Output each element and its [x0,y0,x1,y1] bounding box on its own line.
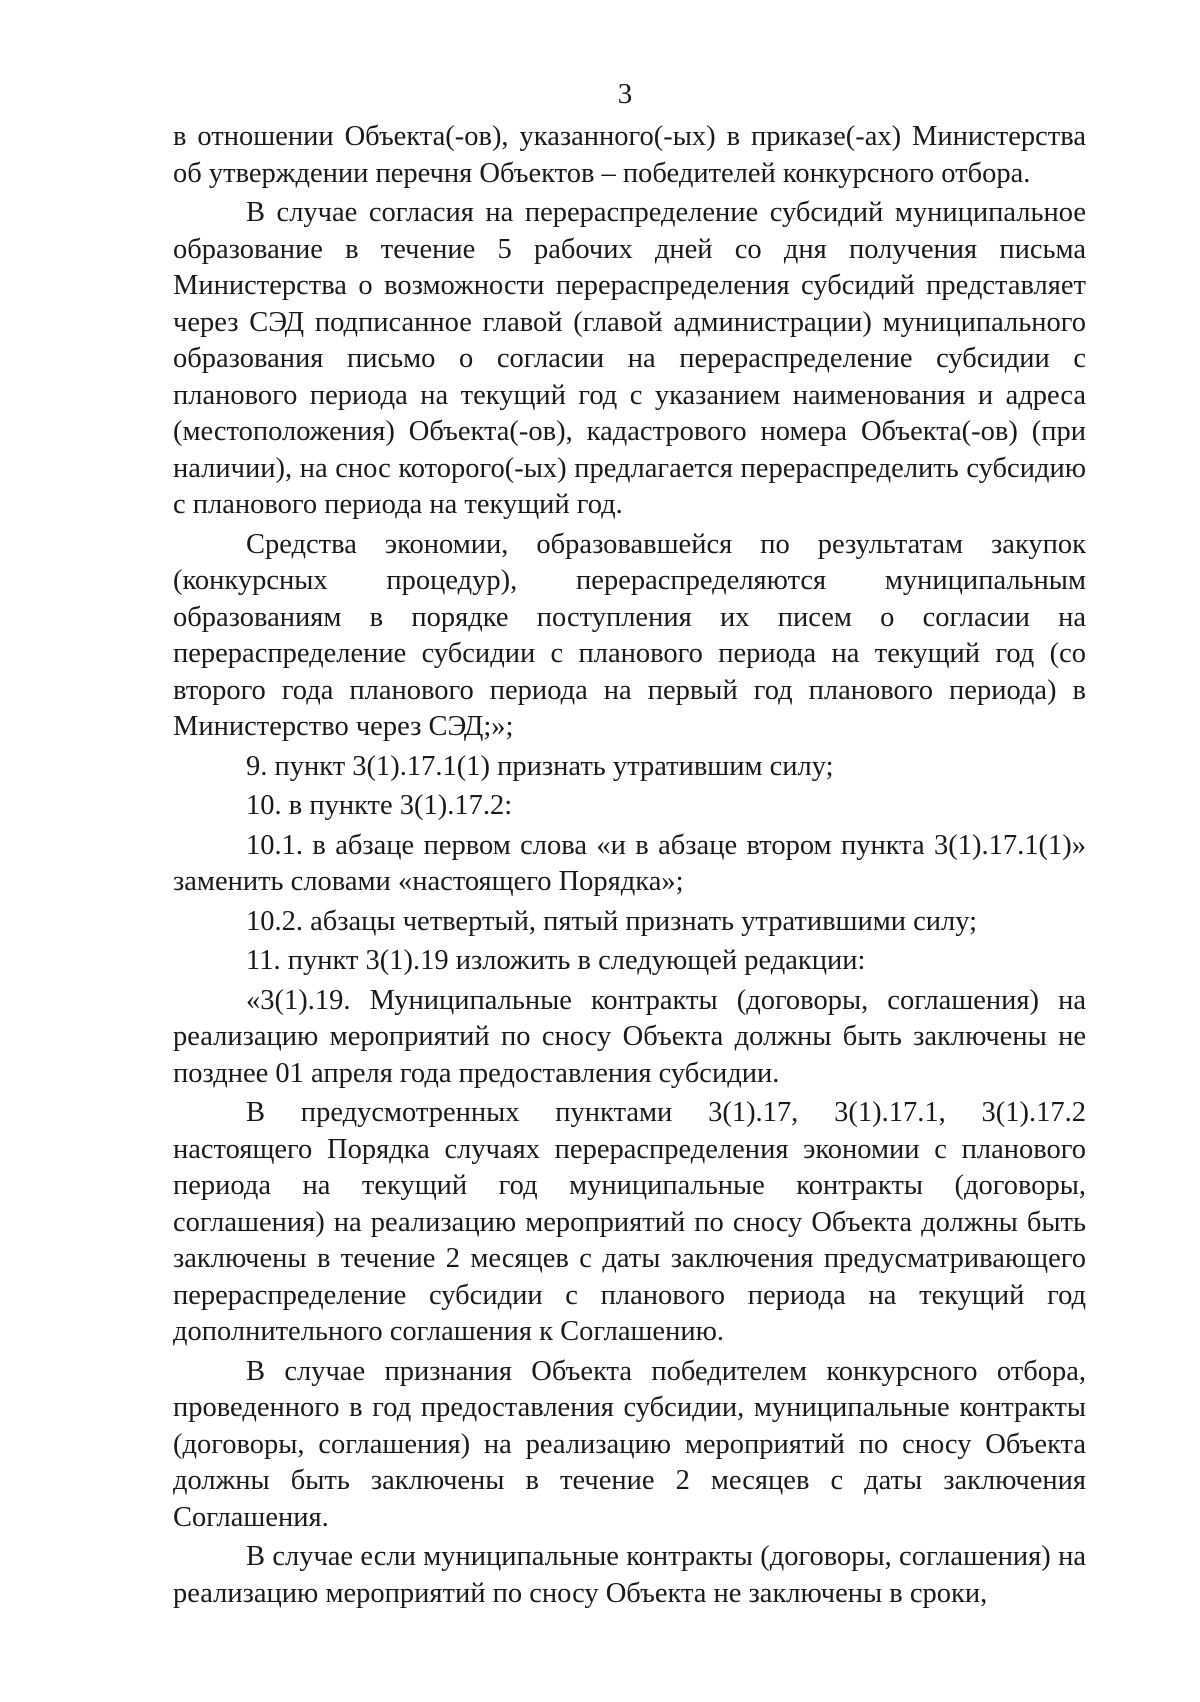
paragraph-9: «3(1).19. Муниципальные контракты (договоры, соглашения) на реализацию мероприятий по сносу Объекта должны быть заключены не позднее 01 апреля года предоставления субсидии. [173,984,1086,1089]
paragraph-2: В случае согласия на перераспределение субсидий муниципальное образование в течение 5 рабочих дней со дня получения письма Министерства о возможности перераспределения субсидий представляет через СЭД подписанное главой (главой администрации) муниципального образования письмо о согласии на перераспределение субсидии с планового периода на текущий год с указанием наименования и адреса (местоположения) Объекта(-ов), кадастрового номера Объекта(-ов) (при наличии), на снос которого(-ых) предлагается перераспределить субсидию с планового периода на текущий год. [173,197,1086,520]
paragraph-12: В случае если муниципальные контракты (договоры, соглашения) на реализацию мероприятий по сносу Объекта не заключены в сроки, [173,1541,1086,1609]
paragraph-11: В случае признания Объекта победителем конкурсного отбора, проведенного в год предоставления субсидии, муниципальные контракты (договоры, соглашения) на реализацию мероприятий по сносу Объекта должны быть заключены в течение 2 месяцев с даты заключения Соглашения. [173,1355,1086,1533]
paragraph-6: 10.1. в абзаце первом слова «и в абзаце втором пункта 3(1).17.1(1)» заменить словами «настоящего Порядка»; [173,829,1086,897]
page-number: 3 [617,78,633,110]
paragraph-1: в отношении Объекта(-ов), указанного(-ых) в приказе(-ах) Министерства об утверждении перечня Объектов – победителей конкурсного отбора. [173,121,1086,189]
paragraph-8: 11. пункт 3(1).19 изложить в следующей редакции: [246,945,866,976]
paragraph-4: 9. пункт 3(1).17.1(1) признать утратившим силу; [246,750,834,782]
document-body [173,119,1086,1612]
paragraph-7: 10.2. абзацы четвертый, пятый признать утратившими силу; [246,905,978,937]
paragraph-10: В предусмотренных пунктами 3(1).17, 3(1).17.1, 3(1).17.2 настоящего Порядка случаях перераспределения экономии с планового периода на текущий год муниципальные контракты (договоры, соглашения) на реализацию мероприятий по сносу Объекта должны быть заключены в течение 2 месяцев с даты заключения предусматривающего перераспределение субсидии с планового периода на текущий год дополнительного соглашения к Соглашению. [173,1097,1086,1347]
paragraph-3: Средства экономии, образовавшейся по результатам закупок (конкурсных процедур), перераспределяются муниципальным образованиям в порядке поступления их писем о согласии на перераспределение субсидии с планового периода на текущий год (со второго года планового периода на первый год планового периода) в Министерство через СЭД;»; [173,528,1086,742]
paragraph-5: 10. в пункте 3(1).17.2: [246,790,513,821]
